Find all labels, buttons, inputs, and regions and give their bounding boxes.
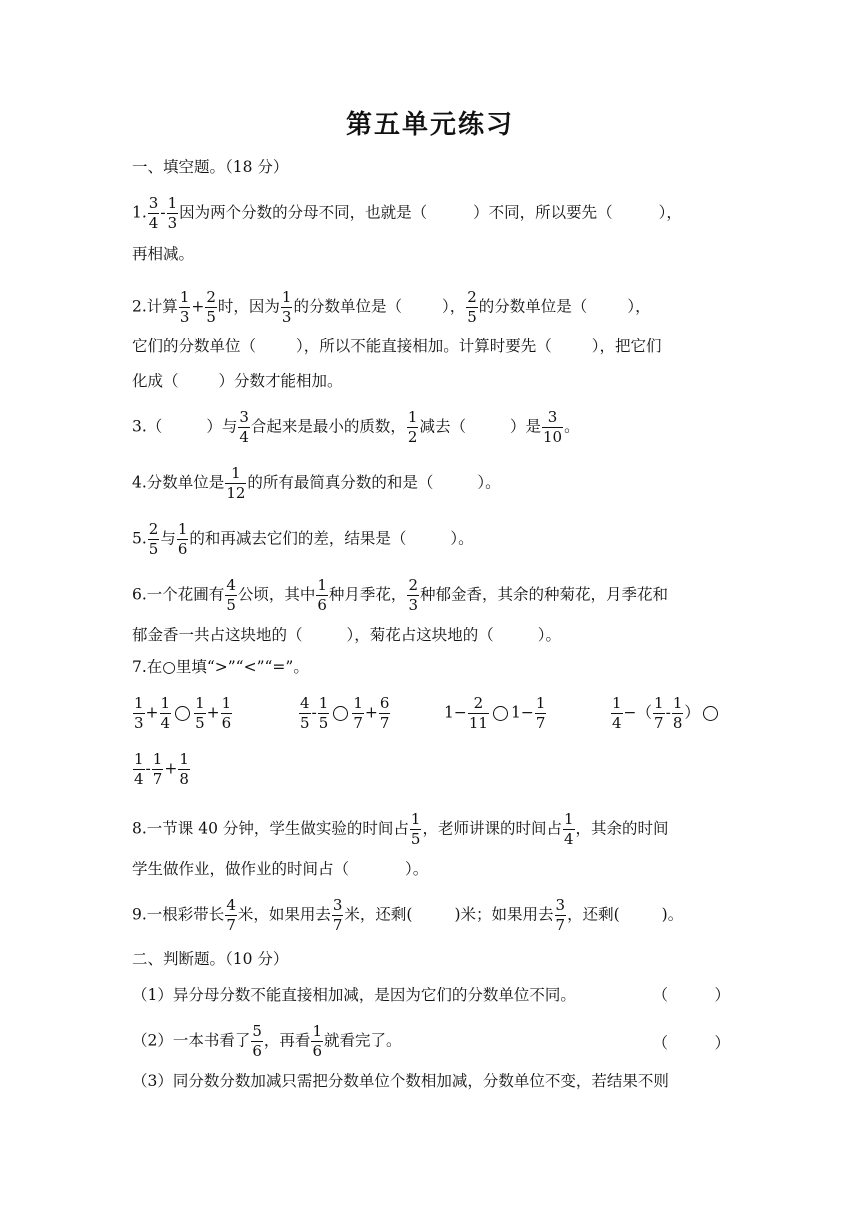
- fraction: $\frac{1}{3}$: [179, 288, 190, 326]
- fraction: $\frac{4}{7}$: [226, 896, 236, 934]
- fraction: $\frac{2}{5}$: [467, 288, 477, 326]
- expression-2: $\frac{4}{5}$ - $\frac{1}{5}$ $\frac{1}{7}$ + $\frac{6}{7}$: [300, 694, 390, 732]
- fraction: $\frac{1}{6}$: [312, 1022, 322, 1060]
- fraction: $\frac{1}{3}$: [281, 288, 292, 326]
- question-7-expression-5: $\frac{1}{4}$ - $\frac{1}{7}$ + $\frac{1}{8}$: [134, 750, 189, 788]
- question-8-cont: 学生做作业，做作业的时间占（ ）。: [132, 860, 429, 878]
- section-heading-true-false: 二、判断题。（10 分）: [132, 950, 289, 968]
- question-6: 6.一个花圃有 $\frac{4}{5}$ 公顷，其中 $\frac{1}{6}$ 种月季花， $\frac{2}{3}$ 种郁金香，其余的种菊花，月季花和: [132, 576, 668, 614]
- question-2-cont2: 化成（ ）分数才能相加。: [132, 372, 343, 390]
- compare-circle[interactable]: [333, 706, 348, 721]
- question-5: 5. $\frac{2}{5}$ 与 $\frac{1}{6}$ 的和再减去它们的差，结果是（ ）。: [132, 520, 474, 558]
- fraction: $\frac{1}{3}$: [167, 194, 178, 232]
- fraction: $\frac{1}{12}$: [226, 464, 246, 502]
- fraction: $\frac{5}{6}$: [252, 1022, 262, 1060]
- compare-circle[interactable]: [493, 706, 508, 721]
- expression-4: $\frac{1}{4}$ −（ $\frac{1}{7}$ - $\frac{1}{8}$ ）: [610, 696, 721, 731]
- section-heading-fill-blank: 一、填空题。（18 分）: [132, 158, 289, 176]
- fraction: $\frac{1}{6}$: [317, 576, 327, 614]
- question-2: 2.计算 $\frac{1}{3}$ + $\frac{2}{5}$ 时，因为 $\frac{1}{3}$ 的分数单位是（ ）， $\frac{2}{5}$ 的分数单位是（ ），: [132, 288, 651, 326]
- fraction: $\frac{2}{5}$: [206, 288, 216, 326]
- expression-3: 1− $\frac{2}{11}$ 1− $\frac{1}{7}$: [444, 694, 546, 732]
- judge-item-2: （2）一本书看了 $\frac{5}{6}$ ，再看 $\frac{1}{6}$ 就看完了。 （ ）: [132, 1022, 730, 1060]
- question-1-cont: 再相减。: [132, 245, 195, 263]
- fraction: $\frac{1}{2}$: [407, 408, 418, 446]
- judge-item-1: （1）异分母分数不能直接相加减，是因为它们的分数单位不同。 （ ）: [132, 986, 730, 1004]
- page-title: 第五单元练习: [345, 110, 514, 140]
- question-7: 7.在○里填“>”“<”“=”。: [132, 658, 309, 676]
- fraction: $\frac{1}{6}$: [177, 520, 188, 558]
- question-3: 3.（ ）与 $\frac{3}{4}$ 合起来是最小的质数， $\frac{1}{2}$ 减去（ ）是 $\frac{3}{10}$ 。: [132, 408, 580, 446]
- fraction: $\frac{3}{7}$: [332, 896, 343, 934]
- fraction: $\frac{2}{5}$: [148, 520, 159, 558]
- judge-item-3: （3）同分数分数加减只需把分数单位个数相加减，分数单位不变，若结果不则: [132, 1072, 669, 1090]
- fraction: $\frac{3}{4}$: [148, 194, 159, 232]
- question-6-cont: 郁金香一共占这块地的（ ），菊花占这块地的（ ）。: [132, 626, 562, 644]
- question-4: 4.分数单位是 $\frac{1}{12}$ 的所有最简真分数的和是（ ）。: [132, 464, 501, 502]
- expression-1: $\frac{1}{3}$ + $\frac{1}{4}$ $\frac{1}{5}$ + $\frac{1}{6}$: [134, 694, 232, 732]
- fraction: $\frac{4}{5}$: [226, 576, 236, 614]
- fraction: $\frac{3}{10}$: [542, 408, 563, 446]
- answer-paren[interactable]: （ ）: [652, 986, 730, 1004]
- question-1: 1. $\frac{3}{4}$ - $\frac{1}{3}$ 因为两个分数的分母不同，也就是（ ）不同，所以要先（ ），: [132, 194, 682, 232]
- question-9: 9.一根彩带长 $\frac{4}{7}$ 米，如果用去 $\frac{3}{7}$ 米，还剩( )米；如果用去 $\frac{3}{7}$ ，还剩( )。: [132, 896, 684, 934]
- question-2-cont: 它们的分数单位（ ），所以不能直接相加。计算时要先（ ），把它们: [132, 337, 662, 355]
- compare-circle[interactable]: [175, 706, 190, 721]
- question-8: 8.一节课 40 分钟，学生做实验的时间占 $\frac{1}{5}$ ，老师讲课的时间占 $\frac{1}{4}$ ，其余的时间: [132, 810, 669, 848]
- fraction: $\frac{1}{4}$: [563, 810, 574, 848]
- answer-paren[interactable]: （ ）: [652, 1034, 730, 1052]
- fraction: $\frac{3}{4}$: [239, 408, 249, 446]
- fraction: $\frac{2}{3}$: [408, 576, 418, 614]
- fraction: $\frac{3}{7}$: [555, 896, 566, 934]
- fraction: $\frac{1}{5}$: [410, 810, 421, 848]
- compare-circle[interactable]: [703, 706, 718, 721]
